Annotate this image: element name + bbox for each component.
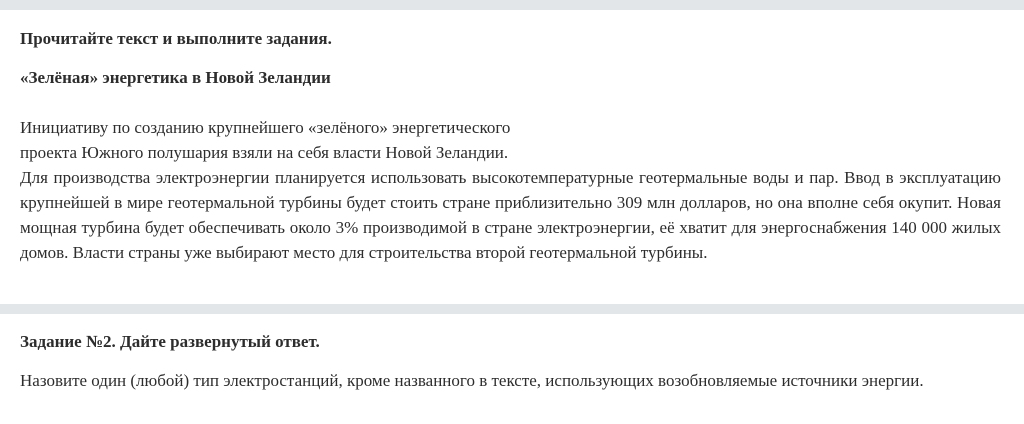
- instruction-heading: Прочитайте текст и выполните задания.: [20, 29, 332, 48]
- question-card: [0, 314, 1024, 424]
- intro-line-1: Инициативу по созданию крупнейшего «зелёного» энергетического: [20, 118, 511, 137]
- article-title: «Зелёная» энергетика в Новой Зеландии: [20, 68, 331, 87]
- question-text: Назовите один (любой) тип электростанций, кроме названного в тексте, использующих возобновляемые источники энергии.: [20, 371, 924, 390]
- intro-line-2: проекта Южного полушария взяли на себя власти Новой Зеландии.: [20, 143, 509, 162]
- question-heading: Задание №2. Дайте развернутый ответ.: [20, 332, 320, 351]
- article-body: Для производства электроэнергии планируется использовать высокотемпературные геотермальные воды и пар. Ввод в эксплуатацию крупнейшей в мире геотермальной турбины будет стоить стране приблизительно 309 млн долларов, но она вполне себя окупит. Новая мощная турбина будет обеспечивать около 3% производимой в стране электроэнергии, её хватит для энергоснабжения 140 000 жилых домов. Власти страны уже выбирают место для строительства второй геотермальной турбины.: [20, 168, 1001, 262]
- reading-text-card: [0, 10, 1024, 304]
